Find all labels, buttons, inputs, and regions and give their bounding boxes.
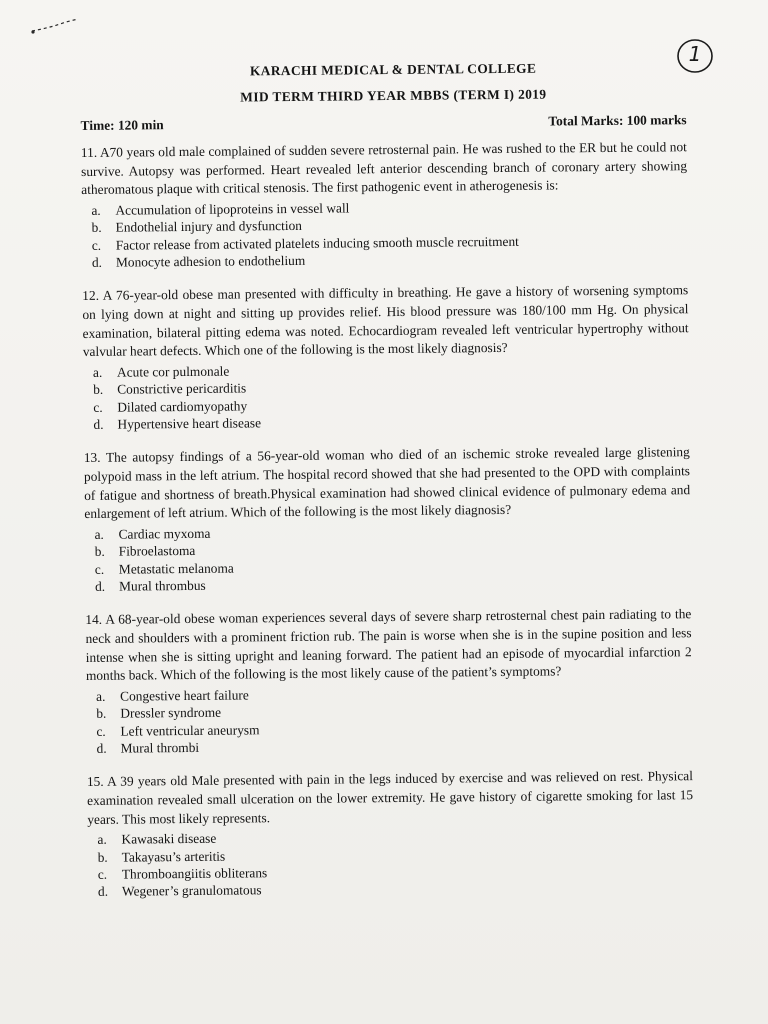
option-letter: c.	[93, 399, 103, 415]
option-letter: d.	[94, 578, 106, 594]
option-list	[81, 196, 688, 271]
institution-title: KARACHI MEDICAL & DENTAL COLLEGE	[249, 60, 537, 79]
option-list	[87, 825, 694, 900]
option-text: Dressler syndrome	[120, 704, 222, 721]
option-letter: c.	[97, 866, 108, 882]
exam-total-marks: Total Marks: 100 marks	[548, 112, 687, 129]
option-text: Metastatic melanoma	[118, 560, 234, 577]
question-15	[87, 768, 694, 901]
option-letter: a.	[96, 688, 106, 704]
option-letter: b.	[93, 381, 104, 398]
option-text: Factor release from activated platelets inducing smooth muscle recruitment	[115, 233, 519, 253]
option-list	[83, 358, 690, 433]
option-letter: c.	[91, 237, 102, 253]
option-letter: b.	[94, 543, 105, 560]
pen-mark-icon	[28, 14, 86, 36]
option-text: Kawasaki disease	[121, 830, 217, 847]
option-text: Mural thrombus	[118, 577, 206, 594]
option-text: Thromboangiitis obliterans	[121, 865, 268, 882]
option-letter: b.	[91, 219, 102, 236]
option-text: Acute cor pulmonale	[116, 363, 230, 380]
option-letter: c.	[94, 561, 105, 577]
option-text: Left ventricular aneurysm	[120, 721, 260, 739]
option-text: Constrictive pericarditis	[117, 380, 247, 397]
option-text: Takayasu’s arteritis	[121, 848, 226, 865]
option-text: Wegener’s granulomatous	[121, 882, 262, 900]
option-letter: d.	[96, 740, 107, 756]
question-stem: 11. A70 years old male complained of sudden severe retrosternal pain. He was rushed to the ER but he could not survive. Autopsy was performed. Heart revealed left anterior descending branch of coronary artery showing atheromatous plaque with critical stenosis. The first pathogenic event in atherogenesis is:	[80, 139, 688, 198]
question-stem: 14. A 68-year-old obese woman experiences several days of severe sharp retrosternal chest pain radiating to the neck and shoulders with a prominent friction rub. The pain is worse when she is in the supine position and less intense when she is sitting upright and leaning forward. The patient had an episode of myocardial infarction 2 months back. Which of the following is the most likely cause of the patient’s symptoms?	[85, 606, 692, 684]
option-letter: a.	[92, 364, 103, 380]
question-14	[85, 606, 692, 758]
option-list	[86, 682, 693, 757]
page-number: 1	[688, 42, 702, 66]
exam-title: MID TERM THIRD YEAR MBBS (TERM I) 2019	[240, 86, 547, 105]
option-letter: a.	[97, 831, 107, 848]
question-13	[84, 444, 691, 596]
exam-sheet	[80, 54, 694, 901]
option-text: Congestive heart failure	[120, 687, 249, 704]
option-text: Cardiac myxoma	[118, 525, 211, 542]
option-letter: d.	[91, 254, 103, 270]
question-12	[82, 282, 689, 434]
option-text: Fibroelastoma	[118, 543, 196, 559]
option-letter: a.	[91, 202, 101, 218]
option-text: Accumulation of lipoproteins in vessel wall	[115, 200, 350, 218]
option-text: Dilated cardiomyopathy	[117, 398, 248, 415]
question-stem: 13. The autopsy findings of a 56-year-old woman who died of an ischemic stroke revealed large glistening polypoid mass in the left atrium. The hospital record showed that she had presented to the OPD with complaints of fatigue and shortness of breath.Physical examination had showed clinical evidence of pulmonary edema and enlargement of left atrium. Which of the following is the most likely diagnosis?	[83, 444, 691, 522]
exam-time: Time: 120 min	[80, 117, 164, 133]
option-letter: b.	[96, 705, 107, 722]
option-text: Mural thrombi	[120, 739, 200, 756]
option-letter: a.	[94, 526, 104, 542]
question-11	[81, 138, 688, 271]
option-letter: d.	[93, 416, 104, 432]
option-list	[84, 520, 691, 595]
option-letter: c.	[96, 723, 106, 739]
option-text: Monocyte adhesion to endothelium	[115, 252, 306, 270]
option-text: Hypertensive heart disease	[117, 415, 262, 432]
exam-meta	[81, 112, 687, 134]
question-stem: 15. A 39 years old Male presented with pain in the legs induced by exercise and was relieved on rest. Physical examination revealed small ulceration on the lower extremity. He gave history of cigarette smoking for last 15 years. This most likely represents.	[86, 768, 694, 827]
option-letter: d.	[97, 884, 109, 900]
question-stem: 12. A 76-year-old obese man presented with difficulty in breathing. He gave a history of worsening symptoms on lying down at night and sitting up provides relief. His blood pressure was 180/100 mm Hg. On physical examination, bilateral pitting edema was noted. Echocardiogram revealed left ventricular hypertrophy without valvular heart defects. Which one of the following is the most likely diagnosis?	[82, 282, 689, 360]
option-letter: b.	[97, 849, 108, 865]
option-text: Endothelial injury and dysfunction	[115, 218, 302, 235]
